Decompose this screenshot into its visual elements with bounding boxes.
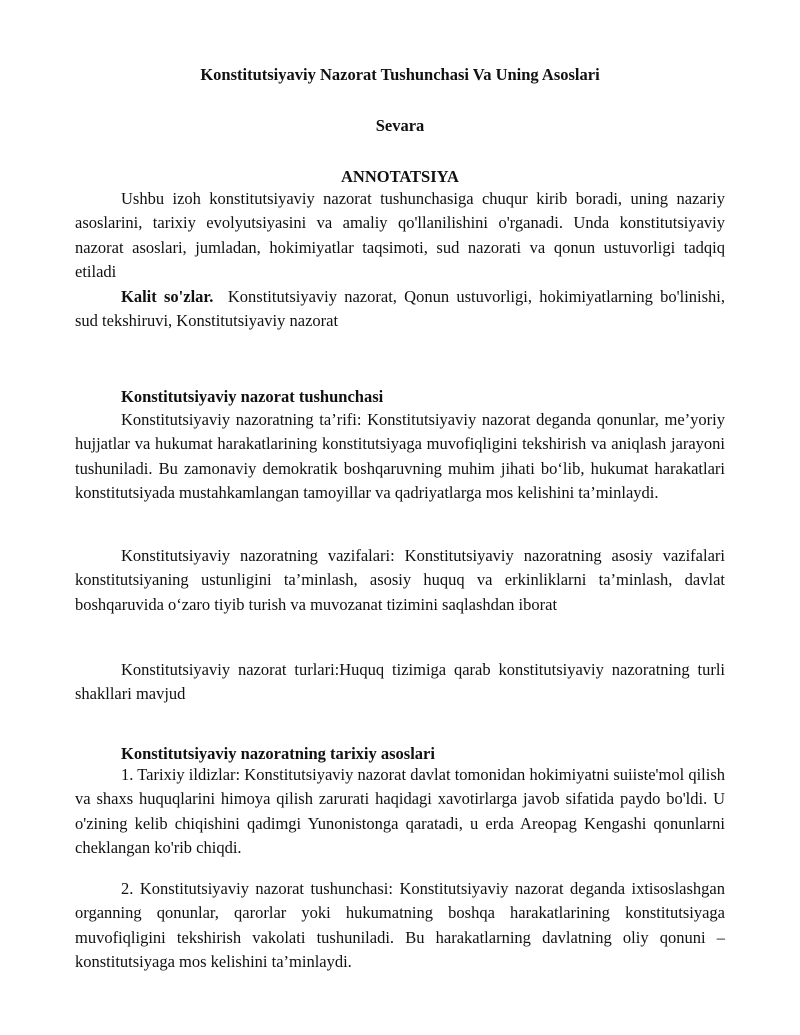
paragraph-concept-definition: 2. Konstitutsiyaviy nazorat tushunchasi: Konstitutsiyaviy nazorat deganda ixtisoslashgan organning qonunlar, qarorlar yoki hukumatning boshqa harakatlarining konstitutsiyaga muvofiqligini tekshirish vakolati tushuniladi. Bu harakatlarning davlatning oliy qonuni – konstitutsiyaga mos kelishini ta’minlaydi. [75,879,725,971]
section-heading-history: Konstitutsiyaviy nazoratning tarixiy asoslari [121,744,435,763]
keywords-text: Konstitutsiyaviy nazorat, Qonun ustuvorligi, hokimiyatlarning bo'linishi, sud tekshiruvi, Konstitutsiyaviy nazorat [75,287,725,331]
paragraph-types: Konstitutsiyaviy nazorat turlari:Huquq tizimiga qarab konstitutsiyaviy nazoratning turli shakllari mavjud [75,660,725,704]
paragraph-historical-roots: 1. Tarixiy ildizlar: Konstitutsiyaviy nazorat davlat tomonidan hokimiyatni suiiste'mol qilish va shaxs huquqlarini himoya qilish zarurati haqidagi xavotirlarga javob sifatida paydo bo'ldi. U o'zining kelib chiqishini qadimgi Yunonistonga qaratadi, u erda Areopag Kengashi qonunlarni cheklangan ko'rib chiqdi. [75,765,725,857]
document-title: Konstitutsiyaviy Nazorat Tushunchasi Va Uning Asoslari [200,65,600,84]
annotation-text: Ushbu izoh konstitutsiyaviy nazorat tushunchasiga chuqur kirib boradi, uning nazariy asoslarini, tarixiy evolyutsiyasini va amaliy qo'llanilishini o'rganadi. Unda konstitutsiyaviy nazorat asoslari, jumladan, hokimiyatlar taqsimoti, sud nazorati va qonun ustuvorligi tadqiq etiladi [75,189,725,281]
annotation-heading: ANNOTATSIYA [341,167,459,186]
section-heading-concept: Konstitutsiyaviy nazorat tushunchasi [121,387,384,406]
author-name: Sevara [375,116,425,135]
keywords-label: Kalit so'zlar. [121,287,214,306]
keywords-paragraph [75,285,725,334]
paragraph-functions: Konstitutsiyaviy nazoratning vazifalari: Konstitutsiyaviy nazoratning asosiy vazifalari konstitutsiyaning ustunligini ta’minlash, asosiy huquq va erkinliklarni ta’minlash, davlat boshqaruvida o‘zaro tiyib turish va muvozanat tizimini saqlashdan iborat [75,546,725,614]
paragraph-definition: Konstitutsiyaviy nazoratning ta’rifi: Konstitutsiyaviy nazorat deganda qonunlar, me’yoriy hujjatlar va hukumat harakatlarining konstitutsiyaga muvofiqligini tekshirish va aniqlash jarayoni tushuniladi. Bu zamonaviy demokratik boshqaruvning muhim jihati bo‘lib, hukumat harakatlari konstitutsiyada mustahkamlangan tamoyillar va qadriyatlarga mos kelishini ta’minlaydi. [75,410,725,502]
